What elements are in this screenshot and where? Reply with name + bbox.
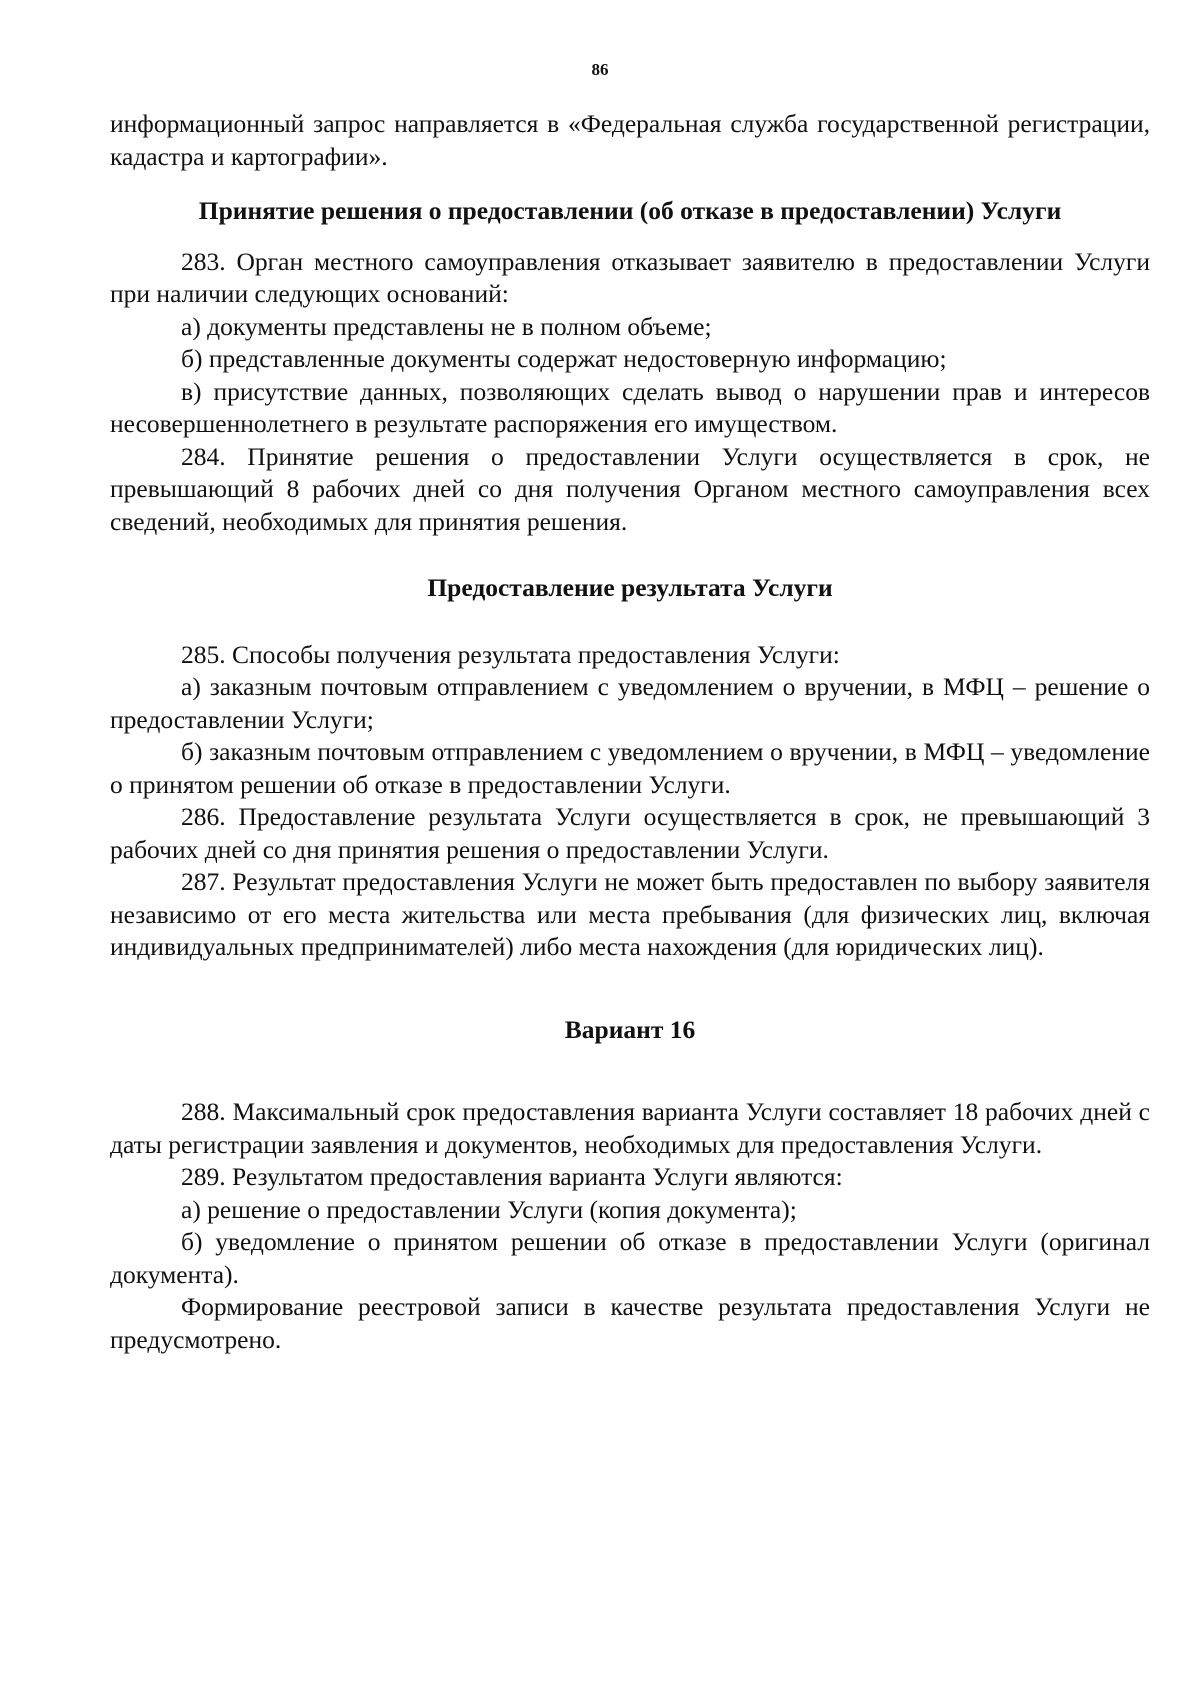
paragraph-286: 286. Предоставление результата Услуги осуществляется в срок, не превышающий 3 рабочих дней со дня принятия решения о предоставлении Услуги.: [110, 802, 1150, 864]
paragraph-289: 289. Результатом предоставления варианта Услуги являются:: [181, 1162, 843, 1191]
paragraph-283-b: б) представленные документы содержат недостоверную информацию;: [181, 344, 947, 373]
paragraph-289-a: а) решение о предоставлении Услуги (копия документа);: [181, 1194, 797, 1224]
paragraph-289-b: б) уведомление о принятом решении об отказе в предоставлении Услуги (оригинал документа).: [110, 1227, 1150, 1289]
intro-paragraph: информационный запрос направляется в «Федеральная служба государственной регистрации, кадастра и картографии».: [110, 109, 1150, 171]
document-body: [110, 108, 1150, 1356]
page-number: 86: [591, 60, 609, 79]
section-heading-variant-16: Вариант 16: [564, 1014, 696, 1044]
paragraph-284: 284. Принятие решения о предоставлении Услуги осуществляется в срок, не превышающий 8 рабочих дней со дня получения Органом местного самоуправления всех сведений, необходимых для принятия решения.: [110, 441, 1150, 536]
paragraph-288: 288. Максимальный срок предоставления варианта Услуги составляет 18 рабочих дней с даты регистрации заявления и документов, необходимых для предоставления Услуги.: [110, 1097, 1150, 1159]
paragraph-283-a: а) документы представлены не в полном объеме;: [181, 311, 712, 341]
paragraph-283: 283. Орган местного самоуправления отказывает заявителю в предоставлении Услуги при наличии следующих оснований:: [110, 246, 1150, 308]
paragraph-283-v: в) присутствие данных, позволяющих сделать вывод о нарушении прав и интересов несовершеннолетнего в результате распоряжения его имуществом.: [110, 376, 1150, 438]
paragraph-registry: Формирование реестровой записи в качестве результата предоставления Услуги не предусмотрено.: [110, 1292, 1150, 1354]
paragraph-285-a: а) заказным почтовым отправлением с уведомлением о вручении, в МФЦ – решение о предоставлении Услуги;: [110, 672, 1150, 734]
section-heading-result: Предоставление результата Услуги: [427, 573, 833, 602]
paragraph-285-b: б) заказным почтовым отправлением с уведомлением о вручении, в МФЦ – уведомление о принятом решении об отказе в предоставлении Услуги.: [110, 737, 1150, 799]
paragraph-285: 285. Способы получения результата предоставления Услуги:: [181, 639, 840, 669]
section-heading-decision: Принятие решения о предоставлении (об отказе в предоставлении) Услуги: [198, 196, 1062, 225]
paragraph-287: 287. Результат предоставления Услуги не может быть предоставлен по выбору заявителя независимо от его места жительства или места пребывания (для физических лиц, включая индивидуальных предпринимателей) либо места нахождения (для юридических лиц).: [110, 867, 1150, 961]
